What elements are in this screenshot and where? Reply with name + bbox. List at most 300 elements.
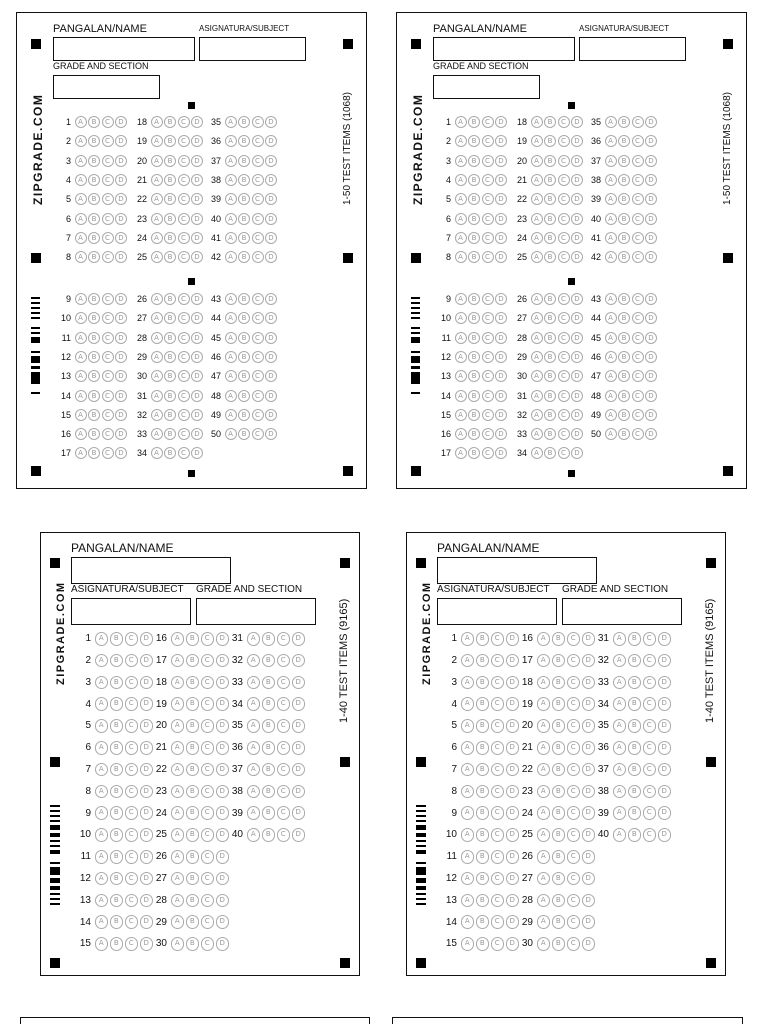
answer-bubble[interactable]: B [262, 828, 276, 842]
answer-bubble[interactable]: D [140, 676, 154, 690]
answer-bubble[interactable]: A [531, 351, 543, 363]
answer-bubble[interactable]: B [88, 428, 100, 440]
answer-bubble[interactable]: B [88, 135, 100, 147]
answer-bubble[interactable]: D [571, 174, 583, 186]
answer-bubble[interactable]: D [191, 351, 203, 363]
answer-bubble[interactable]: D [495, 370, 507, 382]
answer-bubble[interactable]: D [645, 232, 657, 244]
answer-bubble[interactable]: B [88, 174, 100, 186]
answer-bubble[interactable]: A [537, 785, 551, 799]
answer-bubble[interactable]: B [552, 632, 566, 646]
answer-bubble[interactable]: A [95, 763, 109, 777]
answer-bubble[interactable]: C [643, 828, 657, 842]
answer-bubble[interactable]: D [191, 428, 203, 440]
answer-bubble[interactable]: C [201, 828, 215, 842]
answer-bubble[interactable]: D [216, 828, 230, 842]
answer-bubble[interactable]: C [491, 828, 505, 842]
answer-bubble[interactable]: D [645, 213, 657, 225]
answer-bubble[interactable]: D [582, 632, 596, 646]
answer-bubble[interactable]: D [495, 312, 507, 324]
answer-bubble[interactable]: B [186, 806, 200, 820]
answer-bubble[interactable]: B [552, 850, 566, 864]
answer-bubble[interactable]: A [75, 155, 87, 167]
answer-bubble[interactable]: D [658, 828, 672, 842]
answer-bubble[interactable]: A [171, 915, 185, 929]
answer-bubble[interactable]: B [88, 370, 100, 382]
answer-bubble[interactable]: A [613, 785, 627, 799]
answer-bubble[interactable]: A [247, 676, 261, 690]
answer-bubble[interactable]: C [482, 174, 494, 186]
answer-bubble[interactable]: A [151, 116, 163, 128]
answer-bubble[interactable]: A [151, 251, 163, 263]
answer-bubble[interactable]: A [75, 370, 87, 382]
answer-bubble[interactable]: C [125, 937, 139, 951]
answer-bubble[interactable]: B [628, 719, 642, 733]
answer-bubble[interactable]: A [613, 632, 627, 646]
answer-bubble[interactable]: D [495, 174, 507, 186]
answer-bubble[interactable]: D [571, 370, 583, 382]
answer-bubble[interactable]: A [151, 332, 163, 344]
answer-bubble[interactable]: C [201, 763, 215, 777]
answer-bubble[interactable]: B [110, 894, 124, 908]
answer-bubble[interactable]: D [115, 251, 127, 263]
answer-bubble[interactable]: D [658, 719, 672, 733]
answer-bubble[interactable]: A [455, 428, 467, 440]
answer-bubble[interactable]: D [645, 390, 657, 402]
answer-bubble[interactable]: A [455, 155, 467, 167]
answer-bubble[interactable]: A [531, 390, 543, 402]
answer-bubble[interactable]: B [618, 312, 630, 324]
answer-bubble[interactable]: B [552, 806, 566, 820]
answer-bubble[interactable]: B [238, 351, 250, 363]
answer-bubble[interactable]: D [495, 332, 507, 344]
answer-bubble[interactable]: A [613, 719, 627, 733]
answer-bubble[interactable]: C [277, 697, 291, 711]
answer-bubble[interactable]: B [262, 632, 276, 646]
answer-bubble[interactable]: D [506, 894, 520, 908]
answer-bubble[interactable]: A [225, 332, 237, 344]
answer-bubble[interactable]: B [238, 370, 250, 382]
answer-bubble[interactable]: D [140, 872, 154, 886]
answer-bubble[interactable]: B [262, 654, 276, 668]
answer-bubble[interactable]: D [506, 741, 520, 755]
answer-bubble[interactable]: D [191, 232, 203, 244]
answer-bubble[interactable]: C [482, 293, 494, 305]
answer-bubble[interactable]: D [140, 697, 154, 711]
answer-bubble[interactable]: B [110, 806, 124, 820]
answer-bubble[interactable]: A [225, 428, 237, 440]
answer-bubble[interactable]: A [613, 828, 627, 842]
answer-bubble[interactable]: C [252, 193, 264, 205]
answer-bubble[interactable]: C [632, 409, 644, 421]
answer-bubble[interactable]: A [537, 872, 551, 886]
answer-bubble[interactable]: C [482, 390, 494, 402]
answer-bubble[interactable]: B [468, 447, 480, 459]
answer-bubble[interactable]: B [88, 193, 100, 205]
answer-bubble[interactable]: B [544, 390, 556, 402]
answer-bubble[interactable]: C [178, 135, 190, 147]
answer-bubble[interactable]: D [140, 828, 154, 842]
answer-bubble[interactable]: C [277, 806, 291, 820]
answer-bubble[interactable]: B [164, 213, 176, 225]
answer-bubble[interactable]: D [495, 116, 507, 128]
answer-bubble[interactable]: B [544, 193, 556, 205]
answer-bubble[interactable]: C [558, 232, 570, 244]
answer-bubble[interactable]: B [476, 697, 490, 711]
answer-bubble[interactable]: D [645, 116, 657, 128]
answer-bubble[interactable]: D [216, 915, 230, 929]
answer-bubble[interactable]: C [558, 193, 570, 205]
answer-bubble[interactable]: A [531, 447, 543, 459]
answer-bubble[interactable]: A [151, 390, 163, 402]
answer-bubble[interactable]: B [618, 155, 630, 167]
answer-bubble[interactable]: A [151, 135, 163, 147]
answer-bubble[interactable]: A [461, 828, 475, 842]
answer-bubble[interactable]: A [531, 293, 543, 305]
answer-bubble[interactable]: A [171, 850, 185, 864]
answer-bubble[interactable]: B [164, 428, 176, 440]
answer-bubble[interactable]: D [506, 785, 520, 799]
answer-bubble[interactable]: B [110, 632, 124, 646]
answer-bubble[interactable]: C [102, 293, 114, 305]
answer-bubble[interactable]: D [582, 741, 596, 755]
answer-bubble[interactable]: C [643, 719, 657, 733]
answer-bubble[interactable]: A [95, 806, 109, 820]
answer-bubble[interactable]: A [537, 719, 551, 733]
answer-bubble[interactable]: A [247, 806, 261, 820]
answer-bubble[interactable]: B [618, 116, 630, 128]
answer-bubble[interactable]: A [75, 213, 87, 225]
answer-bubble[interactable]: C [125, 763, 139, 777]
answer-bubble[interactable]: C [252, 135, 264, 147]
answer-bubble[interactable]: B [476, 676, 490, 690]
answer-bubble[interactable]: A [455, 251, 467, 263]
answer-bubble[interactable]: D [571, 312, 583, 324]
answer-bubble[interactable]: C [482, 370, 494, 382]
answer-bubble[interactable]: D [292, 763, 306, 777]
answer-bubble[interactable]: C [491, 872, 505, 886]
answer-bubble[interactable]: B [618, 390, 630, 402]
answer-bubble[interactable]: A [225, 135, 237, 147]
answer-bubble[interactable]: C [125, 785, 139, 799]
answer-bubble[interactable]: B [164, 332, 176, 344]
answer-bubble[interactable]: A [247, 697, 261, 711]
answer-bubble[interactable]: A [171, 937, 185, 951]
answer-bubble[interactable]: C [491, 937, 505, 951]
answer-bubble[interactable]: B [468, 370, 480, 382]
answer-bubble[interactable]: D [265, 428, 277, 440]
answer-bubble[interactable]: D [582, 654, 596, 668]
answer-bubble[interactable]: C [125, 632, 139, 646]
answer-bubble[interactable]: C [567, 850, 581, 864]
answer-bubble[interactable]: B [238, 174, 250, 186]
answer-bubble[interactable]: C [125, 676, 139, 690]
answer-bubble[interactable]: B [552, 697, 566, 711]
answer-bubble[interactable]: A [461, 915, 475, 929]
answer-bubble[interactable]: D [140, 785, 154, 799]
answer-bubble[interactable]: A [531, 193, 543, 205]
answer-bubble[interactable]: B [262, 763, 276, 777]
answer-bubble[interactable]: D [140, 850, 154, 864]
answer-bubble[interactable]: B [110, 676, 124, 690]
answer-bubble[interactable]: C [277, 676, 291, 690]
answer-bubble[interactable]: A [455, 447, 467, 459]
answer-bubble[interactable]: C [125, 828, 139, 842]
answer-bubble[interactable]: C [125, 915, 139, 929]
answer-bubble[interactable]: B [164, 155, 176, 167]
answer-bubble[interactable]: C [252, 409, 264, 421]
answer-bubble[interactable]: B [164, 251, 176, 263]
answer-bubble[interactable]: B [544, 251, 556, 263]
answer-bubble[interactable]: B [262, 697, 276, 711]
answer-bubble[interactable]: C [125, 654, 139, 668]
answer-bubble[interactable]: C [643, 741, 657, 755]
answer-bubble[interactable]: A [613, 763, 627, 777]
answer-bubble[interactable]: B [468, 409, 480, 421]
answer-bubble[interactable]: C [102, 232, 114, 244]
answer-bubble[interactable]: D [495, 135, 507, 147]
answer-bubble[interactable]: C [558, 116, 570, 128]
answer-bubble[interactable]: A [247, 785, 261, 799]
answer-bubble[interactable]: A [225, 213, 237, 225]
answer-bubble[interactable]: D [140, 763, 154, 777]
answer-bubble[interactable]: B [88, 232, 100, 244]
answer-bubble[interactable]: C [558, 155, 570, 167]
answer-bubble[interactable]: A [455, 351, 467, 363]
answer-bubble[interactable]: C [125, 697, 139, 711]
answer-bubble[interactable]: C [252, 428, 264, 440]
answer-bubble[interactable]: D [582, 894, 596, 908]
answer-bubble[interactable]: D [495, 409, 507, 421]
answer-bubble[interactable]: C [558, 370, 570, 382]
answer-bubble[interactable]: D [115, 213, 127, 225]
answer-bubble[interactable]: C [558, 332, 570, 344]
answer-bubble[interactable]: B [110, 937, 124, 951]
answer-bubble[interactable]: B [552, 894, 566, 908]
answer-bubble[interactable]: C [643, 632, 657, 646]
answer-bubble[interactable]: D [216, 741, 230, 755]
answer-bubble[interactable]: A [171, 828, 185, 842]
answer-bubble[interactable]: C [252, 213, 264, 225]
answer-bubble[interactable]: C [102, 447, 114, 459]
answer-bubble[interactable]: C [125, 872, 139, 886]
answer-bubble[interactable]: D [292, 828, 306, 842]
answer-bubble[interactable]: B [476, 894, 490, 908]
answer-bubble[interactable]: D [140, 894, 154, 908]
answer-bubble[interactable]: A [225, 351, 237, 363]
answer-bubble[interactable]: B [468, 193, 480, 205]
answer-bubble[interactable]: A [151, 174, 163, 186]
answer-bubble[interactable]: B [238, 390, 250, 402]
answer-bubble[interactable]: C [252, 351, 264, 363]
answer-bubble[interactable]: B [238, 116, 250, 128]
answer-bubble[interactable]: D [292, 676, 306, 690]
answer-bubble[interactable]: A [605, 251, 617, 263]
answer-bubble[interactable]: D [582, 937, 596, 951]
answer-bubble[interactable]: A [75, 332, 87, 344]
answer-bubble[interactable]: C [178, 351, 190, 363]
answer-bubble[interactable]: A [455, 293, 467, 305]
answer-bubble[interactable]: B [262, 741, 276, 755]
answer-bubble[interactable]: A [95, 894, 109, 908]
answer-bubble[interactable]: B [552, 741, 566, 755]
answer-bubble[interactable]: B [618, 351, 630, 363]
answer-bubble[interactable]: C [567, 632, 581, 646]
answer-bubble[interactable]: B [544, 116, 556, 128]
answer-bubble[interactable]: D [645, 428, 657, 440]
answer-bubble[interactable]: B [544, 370, 556, 382]
answer-bubble[interactable]: A [537, 654, 551, 668]
answer-bubble[interactable]: C [125, 741, 139, 755]
answer-bubble[interactable]: D [216, 632, 230, 646]
answer-bubble[interactable]: A [531, 213, 543, 225]
answer-bubble[interactable]: C [201, 872, 215, 886]
answer-bubble[interactable]: D [506, 763, 520, 777]
answer-bubble[interactable]: D [658, 741, 672, 755]
answer-bubble[interactable]: A [461, 785, 475, 799]
answer-bubble[interactable]: D [645, 155, 657, 167]
answer-bubble[interactable]: A [171, 872, 185, 886]
answer-bubble[interactable]: A [95, 632, 109, 646]
answer-bubble[interactable]: B [628, 785, 642, 799]
answer-bubble[interactable]: B [476, 785, 490, 799]
answer-bubble[interactable]: B [628, 741, 642, 755]
answer-bubble[interactable]: D [658, 785, 672, 799]
answer-bubble[interactable]: D [191, 193, 203, 205]
answer-bubble[interactable]: B [110, 697, 124, 711]
answer-bubble[interactable]: A [455, 332, 467, 344]
answer-bubble[interactable]: D [571, 116, 583, 128]
answer-bubble[interactable]: D [495, 390, 507, 402]
answer-bubble[interactable]: C [643, 697, 657, 711]
answer-bubble[interactable]: D [571, 332, 583, 344]
answer-bubble[interactable]: A [151, 232, 163, 244]
answer-bubble[interactable]: B [544, 312, 556, 324]
answer-bubble[interactable]: C [558, 251, 570, 263]
answer-bubble[interactable]: A [225, 232, 237, 244]
answer-bubble[interactable]: C [178, 116, 190, 128]
answer-bubble[interactable]: C [567, 697, 581, 711]
answer-bubble[interactable]: D [658, 632, 672, 646]
answer-bubble[interactable]: B [186, 676, 200, 690]
answer-bubble[interactable]: D [571, 155, 583, 167]
answer-bubble[interactable]: C [567, 763, 581, 777]
answer-bubble[interactable]: C [178, 312, 190, 324]
answer-bubble[interactable]: A [605, 428, 617, 440]
answer-bubble[interactable]: D [645, 193, 657, 205]
answer-bubble[interactable]: B [164, 232, 176, 244]
answer-bubble[interactable]: D [191, 213, 203, 225]
answer-bubble[interactable]: C [252, 332, 264, 344]
answer-bubble[interactable]: A [171, 697, 185, 711]
answer-bubble[interactable]: D [571, 213, 583, 225]
answer-bubble[interactable]: A [455, 193, 467, 205]
answer-bubble[interactable]: D [571, 447, 583, 459]
answer-bubble[interactable]: D [582, 719, 596, 733]
answer-bubble[interactable]: D [571, 193, 583, 205]
answer-bubble[interactable]: C [201, 806, 215, 820]
answer-bubble[interactable]: A [75, 447, 87, 459]
answer-bubble[interactable]: C [567, 654, 581, 668]
answer-bubble[interactable]: B [164, 447, 176, 459]
answer-bubble[interactable]: C [643, 676, 657, 690]
answer-bubble[interactable]: D [265, 293, 277, 305]
answer-bubble[interactable]: C [632, 351, 644, 363]
answer-bubble[interactable]: B [618, 409, 630, 421]
answer-bubble[interactable]: B [628, 632, 642, 646]
answer-bubble[interactable]: A [75, 351, 87, 363]
answer-bubble[interactable]: B [262, 719, 276, 733]
answer-bubble[interactable]: C [482, 447, 494, 459]
answer-bubble[interactable]: C [178, 370, 190, 382]
answer-bubble[interactable]: A [461, 894, 475, 908]
answer-bubble[interactable]: A [247, 828, 261, 842]
answer-bubble[interactable]: C [482, 332, 494, 344]
answer-bubble[interactable]: D [140, 915, 154, 929]
answer-bubble[interactable]: C [491, 741, 505, 755]
answer-bubble[interactable]: B [164, 135, 176, 147]
answer-bubble[interactable]: A [537, 763, 551, 777]
answer-bubble[interactable]: A [171, 719, 185, 733]
answer-bubble[interactable]: A [151, 155, 163, 167]
answer-bubble[interactable]: B [618, 174, 630, 186]
answer-bubble[interactable]: D [571, 293, 583, 305]
answer-bubble[interactable]: B [618, 251, 630, 263]
answer-bubble[interactable]: A [605, 193, 617, 205]
answer-bubble[interactable]: B [618, 428, 630, 440]
answer-bubble[interactable]: D [265, 251, 277, 263]
answer-bubble[interactable]: A [225, 155, 237, 167]
answer-bubble[interactable]: A [531, 135, 543, 147]
answer-bubble[interactable]: A [171, 632, 185, 646]
answer-bubble[interactable]: D [115, 332, 127, 344]
answer-bubble[interactable]: D [216, 763, 230, 777]
answer-bubble[interactable]: A [461, 763, 475, 777]
answer-bubble[interactable]: D [115, 116, 127, 128]
answer-bubble[interactable]: A [247, 741, 261, 755]
answer-bubble[interactable]: D [495, 447, 507, 459]
answer-bubble[interactable]: A [225, 312, 237, 324]
answer-bubble[interactable]: C [491, 850, 505, 864]
answer-bubble[interactable]: B [238, 332, 250, 344]
answer-bubble[interactable]: D [645, 174, 657, 186]
answer-bubble[interactable]: C [482, 135, 494, 147]
answer-bubble[interactable]: B [88, 213, 100, 225]
answer-bubble[interactable]: B [468, 116, 480, 128]
answer-bubble[interactable]: B [186, 763, 200, 777]
answer-bubble[interactable]: C [252, 370, 264, 382]
answer-bubble[interactable]: C [178, 174, 190, 186]
answer-bubble[interactable]: D [645, 135, 657, 147]
answer-bubble[interactable]: C [201, 850, 215, 864]
answer-bubble[interactable]: B [164, 293, 176, 305]
answer-bubble[interactable]: C [178, 213, 190, 225]
answer-bubble[interactable]: A [95, 850, 109, 864]
answer-bubble[interactable]: C [178, 332, 190, 344]
answer-bubble[interactable]: A [461, 719, 475, 733]
answer-bubble[interactable]: C [567, 828, 581, 842]
answer-bubble[interactable]: A [225, 409, 237, 421]
answer-bubble[interactable]: A [605, 332, 617, 344]
answer-bubble[interactable]: B [88, 332, 100, 344]
answer-bubble[interactable]: D [115, 409, 127, 421]
answer-bubble[interactable]: C [201, 654, 215, 668]
answer-bubble[interactable]: C [567, 872, 581, 886]
answer-bubble[interactable]: B [628, 697, 642, 711]
answer-bubble[interactable]: C [277, 741, 291, 755]
answer-bubble[interactable]: C [632, 332, 644, 344]
answer-bubble[interactable]: B [186, 850, 200, 864]
